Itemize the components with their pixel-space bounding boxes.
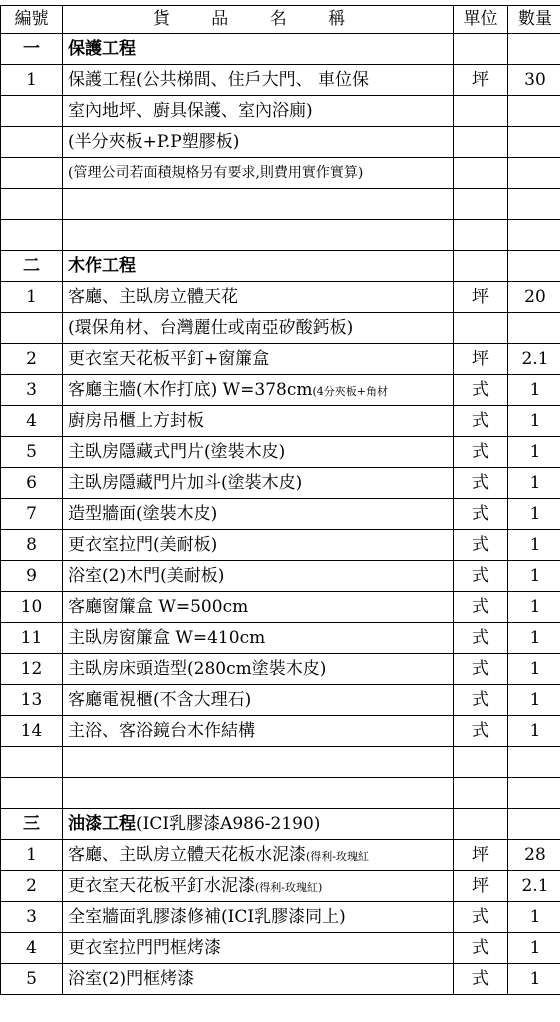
item-description: 廚房吊櫃上方封板 [68,410,204,431]
item-no: 7 [1,499,63,530]
item-no [1,313,63,344]
section-row [1,34,560,65]
item-name [63,716,454,747]
blank-row [1,189,560,220]
table-row [1,685,560,716]
item-unit [454,127,508,158]
table-row [1,933,560,964]
table-row [1,65,560,96]
item-no [1,778,63,809]
blank-row [1,747,560,778]
item-description: 保護工程(公共梯間、住戶大門、 車位保 [68,69,370,90]
header-no: 編號 [1,6,63,34]
item-no: 3 [1,902,63,933]
item-qty: 1 [508,716,560,747]
item-no: 11 [1,623,63,654]
item-qty: 1 [508,375,560,406]
table-row [1,592,560,623]
item-no: 13 [1,685,63,716]
table-row [1,127,560,158]
item-description: (半分夾板+P.P塑膠板) [68,131,240,152]
item-description: 更衣室拉門門框烤漆 [68,937,221,958]
item-no: 5 [1,437,63,468]
item-qty: 1 [508,964,560,995]
item-qty: 30 [508,65,560,96]
item-unit: 式 [454,468,508,499]
item-unit [454,778,508,809]
item-name [63,375,454,406]
item-name [63,437,454,468]
item-qty: 2.1 [508,344,560,375]
item-name [63,840,454,871]
item-no: 二 [1,251,63,282]
item-name [63,65,454,96]
item-name [63,499,454,530]
header-qty: 數量 [508,6,560,34]
table-row [1,654,560,685]
item-no [1,189,63,220]
item-qty: 20 [508,282,560,313]
item-unit: 式 [454,964,508,995]
item-no [1,747,63,778]
item-no: 9 [1,561,63,592]
item-name [63,654,454,685]
item-name [63,158,454,189]
blank-row [1,220,560,251]
item-name [63,189,454,220]
item-unit [454,747,508,778]
table-row [1,96,560,127]
item-no: 1 [1,840,63,871]
table-row [1,468,560,499]
item-name [63,344,454,375]
item-qty [508,96,560,127]
item-qty [508,313,560,344]
table-row [1,623,560,654]
header-name: 貨 品 名 稱 [63,6,454,34]
item-name [63,623,454,654]
item-description: 更衣室天花板平釘水泥漆 [68,875,255,896]
item-name [63,127,454,158]
table-row [1,499,560,530]
quotation-table [0,5,560,995]
item-unit [454,220,508,251]
table-row [1,158,560,189]
item-description: 客廳窗簾盒 W=500cm [68,596,249,617]
item-description: 主浴、客浴鏡台木作結構 [68,720,255,741]
item-unit: 式 [454,716,508,747]
item-name [63,251,454,282]
item-unit [454,96,508,127]
item-qty [508,34,560,65]
item-description: (管理公司若面積規格另有要求,則費用實作實算) [68,165,364,181]
item-no: 4 [1,933,63,964]
item-unit: 式 [454,902,508,933]
item-unit: 式 [454,592,508,623]
item-qty [508,127,560,158]
item-qty: 1 [508,406,560,437]
table-row [1,344,560,375]
item-name [63,96,454,127]
item-qty: 1 [508,468,560,499]
table-row [1,437,560,468]
header-row [1,6,560,34]
item-description: 室內地坪、廚具保護、室內浴廁) [68,100,313,121]
item-qty: 1 [508,902,560,933]
item-qty [508,778,560,809]
item-no: 一 [1,34,63,65]
item-name [63,530,454,561]
item-qty [508,809,560,840]
table-row [1,964,560,995]
item-no [1,158,63,189]
item-description: 造型牆面(塗裝木皮) [68,503,218,524]
item-qty [508,220,560,251]
table-row [1,871,560,902]
item-description: 客廳、主臥房立體天花板水泥漆 [68,844,306,865]
item-name [63,933,454,964]
item-no: 6 [1,468,63,499]
item-unit: 式 [454,623,508,654]
item-description: 主臥房窗簾盒 W=410cm [68,627,266,648]
item-no [1,127,63,158]
item-name [63,282,454,313]
blank-row [1,778,560,809]
item-name [63,964,454,995]
item-no: 2 [1,344,63,375]
item-description: 更衣室拉門(美耐板) [68,534,218,555]
item-unit: 坪 [454,344,508,375]
table-row [1,716,560,747]
item-name [63,809,454,840]
item-no: 4 [1,406,63,437]
item-qty: 28 [508,840,560,871]
item-qty: 1 [508,654,560,685]
item-unit [454,34,508,65]
item-description: 客廳主牆(木作打底) W=378cm [68,379,313,400]
item-unit: 式 [454,530,508,561]
item-unit [454,313,508,344]
item-no: 10 [1,592,63,623]
item-unit: 式 [454,406,508,437]
section-row [1,809,560,840]
item-unit: 坪 [454,871,508,902]
item-spec: (得利-玫瑰紅) [255,880,323,894]
item-no: 三 [1,809,63,840]
item-spec: (ICI乳膠漆A986-2190) [136,813,321,834]
item-name [63,220,454,251]
item-unit: 式 [454,654,508,685]
table-row [1,561,560,592]
item-name [63,561,454,592]
quotation-body [1,6,560,995]
item-spec: (4分夾板+角材 [312,384,388,398]
table-row [1,282,560,313]
item-name [63,592,454,623]
item-unit: 式 [454,685,508,716]
table-row [1,375,560,406]
item-unit: 坪 [454,840,508,871]
item-name [63,34,454,65]
section-row [1,251,560,282]
item-unit: 式 [454,561,508,592]
table-row [1,902,560,933]
item-unit: 坪 [454,65,508,96]
section-title: 油漆工程 [68,813,136,834]
item-description: 更衣室天花板平釘+窗簾盒 [68,348,270,369]
item-no: 5 [1,964,63,995]
item-name [63,468,454,499]
item-description: 主臥房床頭造型(280cm塗裝木皮) [68,658,327,679]
item-qty: 1 [508,685,560,716]
item-qty: 1 [508,592,560,623]
item-qty: 1 [508,530,560,561]
table-row [1,406,560,437]
item-unit: 坪 [454,282,508,313]
item-unit: 式 [454,437,508,468]
item-qty: 2.1 [508,871,560,902]
item-qty: 1 [508,499,560,530]
item-description: (環保角材、台灣麗仕或南亞矽酸鈣板) [68,317,354,338]
item-no: 1 [1,282,63,313]
item-no: 8 [1,530,63,561]
item-name [63,871,454,902]
item-qty: 1 [508,437,560,468]
item-no: 12 [1,654,63,685]
item-unit [454,809,508,840]
item-qty [508,251,560,282]
section-title: 木作工程 [68,255,136,276]
item-qty [508,158,560,189]
item-description: 浴室(2)木門(美耐板) [68,565,225,586]
item-no: 3 [1,375,63,406]
section-title: 保護工程 [68,38,136,59]
item-description: 浴室(2)門框烤漆 [68,968,195,989]
item-name [63,747,454,778]
item-unit [454,189,508,220]
header-unit: 單位 [454,6,508,34]
item-name [63,313,454,344]
table-row [1,840,560,871]
item-no: 1 [1,65,63,96]
item-name [63,406,454,437]
item-name [63,902,454,933]
table-row [1,530,560,561]
item-spec: (得利-玫瑰紅 [306,849,370,863]
item-no [1,96,63,127]
item-qty: 1 [508,933,560,964]
item-unit: 式 [454,933,508,964]
item-description: 主臥房隱藏門片加斗(塗裝木皮) [68,472,303,493]
item-qty [508,747,560,778]
item-name [63,685,454,716]
item-description: 主臥房隱藏式門片(塗裝木皮) [68,441,286,462]
item-qty: 1 [508,623,560,654]
item-no: 14 [1,716,63,747]
item-unit [454,158,508,189]
item-name [63,778,454,809]
table-row [1,313,560,344]
item-description: 全室牆面乳膠漆修補(ICI乳膠漆同上) [68,906,346,927]
item-unit: 式 [454,375,508,406]
item-description: 客廳電視櫃(不含大理石) [68,689,252,710]
item-unit: 式 [454,499,508,530]
item-no [1,220,63,251]
item-description: 客廳、主臥房立體天花 [68,286,238,307]
item-no: 2 [1,871,63,902]
item-qty: 1 [508,561,560,592]
item-unit [454,251,508,282]
item-qty [508,189,560,220]
